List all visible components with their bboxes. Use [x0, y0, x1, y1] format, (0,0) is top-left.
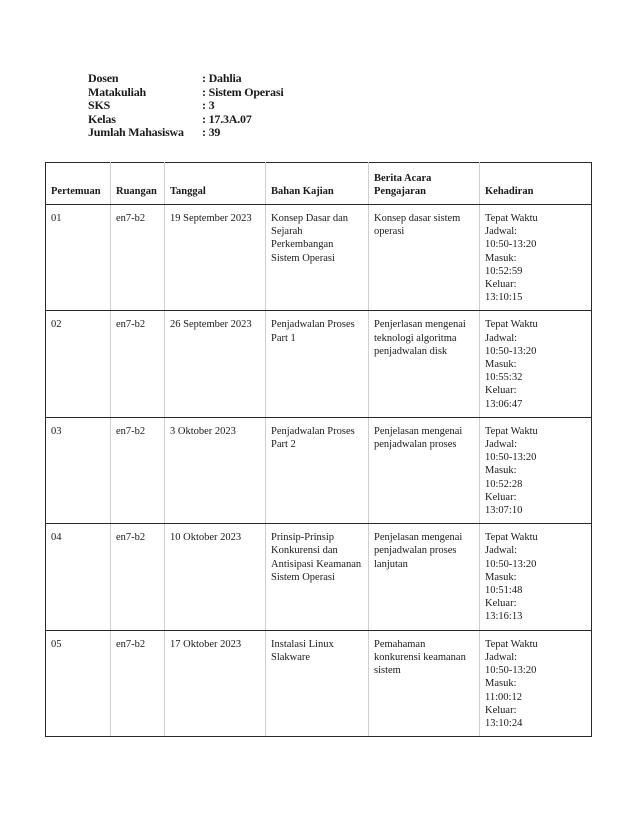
jumlah-mahasiswa-label: Jumlah Mahasiswa	[88, 125, 184, 139]
keluar-value: 13:06:47	[485, 398, 523, 410]
masuk-value: 11:00:12	[485, 691, 522, 703]
berita-acara-cell: Pemahaman konkurensi keamanan sistem	[369, 630, 480, 736]
bahan-kajian-cell: Penjadwalan Proses Part 2	[266, 417, 369, 523]
sks-label: SKS	[88, 98, 111, 112]
bahan-kajian-cell: Penjadwalan Proses Part 1	[266, 311, 369, 417]
table-row	[46, 524, 592, 630]
column-header-berita-acara: Berita Acara Pengajaran	[369, 163, 480, 205]
tanggal-cell: 3 Oktober 2023	[165, 417, 266, 523]
masuk-value: 10:55:32	[485, 372, 523, 384]
jadwal-value: 10:50-13:20	[485, 239, 537, 251]
keluar-value: 13:07:10	[485, 505, 523, 517]
kelas-row	[88, 113, 283, 127]
masuk-value: 10:51:48	[485, 585, 523, 597]
keluar-label: Keluar:	[485, 598, 517, 610]
ruangan-cell: en7-b2	[111, 417, 165, 523]
status-text: Tepat Waktu	[485, 638, 538, 650]
keluar-value: 13:16:13	[485, 611, 523, 623]
bahan-kajian-cell: Konsep Dasar dan Sejarah Perkembangan Sistem Operasi	[266, 205, 369, 311]
column-header-tanggal: Tanggal	[165, 163, 266, 205]
table-header-row	[46, 163, 592, 205]
ruangan-cell: en7-b2	[111, 205, 165, 311]
sks-value: : 3	[202, 98, 215, 112]
kehadiran-cell	[480, 630, 592, 736]
keluar-label: Keluar:	[485, 279, 517, 291]
table-row	[46, 630, 592, 736]
table-row	[46, 311, 592, 417]
masuk-label: Masuk:	[485, 359, 517, 371]
table-row	[46, 417, 592, 523]
tanggal-cell: 26 September 2023	[165, 311, 266, 417]
jadwal-value: 10:50-13:20	[485, 452, 537, 464]
keluar-label: Keluar:	[485, 385, 517, 397]
jumlah-mahasiswa-value: : 39	[202, 125, 221, 139]
jadwal-label: Jadwal:	[485, 332, 518, 344]
pertemuan-cell: 02	[46, 311, 111, 417]
matakuliah-row	[88, 86, 283, 100]
table-row	[46, 205, 592, 311]
dosen-label: Dosen	[88, 71, 119, 85]
status-text: Tepat Waktu	[485, 425, 538, 437]
ruangan-cell: en7-b2	[111, 630, 165, 736]
masuk-value: 10:52:28	[485, 478, 523, 490]
attendance-table	[45, 162, 592, 737]
jadwal-label: Jadwal:	[485, 545, 518, 557]
tanggal-cell: 17 Oktober 2023	[165, 630, 266, 736]
kelas-value: : 17.3A.07	[202, 111, 252, 126]
status-text: Tepat Waktu	[485, 319, 538, 331]
berita-acara-cell: Konsep dasar sistem operasi	[369, 205, 480, 311]
kelas-label: Kelas	[88, 111, 116, 126]
course-info-header	[88, 72, 283, 140]
jadwal-value: 10:50-13:20	[485, 558, 537, 570]
status-text: Tepat Waktu	[485, 532, 538, 544]
pertemuan-cell: 01	[46, 205, 111, 311]
berita-acara-cell: Penjelasan mengenai penjadwalan proses	[369, 417, 480, 523]
column-header-kehadiran: Kehadiran	[480, 163, 592, 205]
matakuliah-label: Matakuliah	[88, 84, 147, 99]
dosen-row	[88, 72, 283, 86]
column-header-ruangan: Ruangan	[111, 163, 165, 205]
keluar-value: 13:10:24	[485, 717, 523, 729]
jumlah-mahasiswa-row	[88, 126, 283, 140]
matakuliah-value: : Sistem Operasi	[202, 84, 284, 99]
kehadiran-cell	[480, 205, 592, 311]
keluar-label: Keluar:	[485, 491, 517, 503]
jadwal-value: 10:50-13:20	[485, 665, 537, 677]
masuk-label: Masuk:	[485, 465, 517, 477]
column-header-pertemuan: Pertemuan	[46, 163, 111, 205]
dosen-value: : Dahlia	[202, 71, 242, 85]
kehadiran-cell	[480, 311, 592, 417]
jadwal-value: 10:50-13:20	[485, 345, 537, 357]
tanggal-cell: 10 Oktober 2023	[165, 524, 266, 630]
sks-row	[88, 99, 283, 113]
tanggal-cell: 19 September 2023	[165, 205, 266, 311]
pertemuan-cell: 04	[46, 524, 111, 630]
keluar-value: 13:10:15	[485, 292, 523, 304]
status-text: Tepat Waktu	[485, 213, 538, 224]
bahan-kajian-cell: Instalasi Linux Slakware	[266, 630, 369, 736]
kehadiran-cell	[480, 417, 592, 523]
masuk-label: Masuk:	[485, 571, 517, 583]
column-header-bahan-kajian: Bahan Kajian	[266, 163, 369, 205]
masuk-label: Masuk:	[485, 252, 517, 264]
masuk-value: 10:52:59	[485, 265, 523, 277]
jadwal-label: Jadwal:	[485, 226, 518, 238]
berita-acara-cell: Penjelasan mengenai penjadwalan proses lanjutan	[369, 524, 480, 630]
pertemuan-cell: 03	[46, 417, 111, 523]
jadwal-label: Jadwal:	[485, 651, 518, 663]
keluar-label: Keluar:	[485, 704, 517, 716]
ruangan-cell: en7-b2	[111, 524, 165, 630]
jadwal-label: Jadwal:	[485, 439, 518, 451]
masuk-label: Masuk:	[485, 678, 517, 690]
pertemuan-cell: 05	[46, 630, 111, 736]
kehadiran-cell	[480, 524, 592, 630]
ruangan-cell: en7-b2	[111, 311, 165, 417]
bahan-kajian-cell: Prinsip-Prinsip Konkurensi dan Antisipasi Keamanan Sistem Operasi	[266, 524, 369, 630]
berita-acara-cell: Penjerlasan mengenai teknologi algoritma penjadwalan disk	[369, 311, 480, 417]
